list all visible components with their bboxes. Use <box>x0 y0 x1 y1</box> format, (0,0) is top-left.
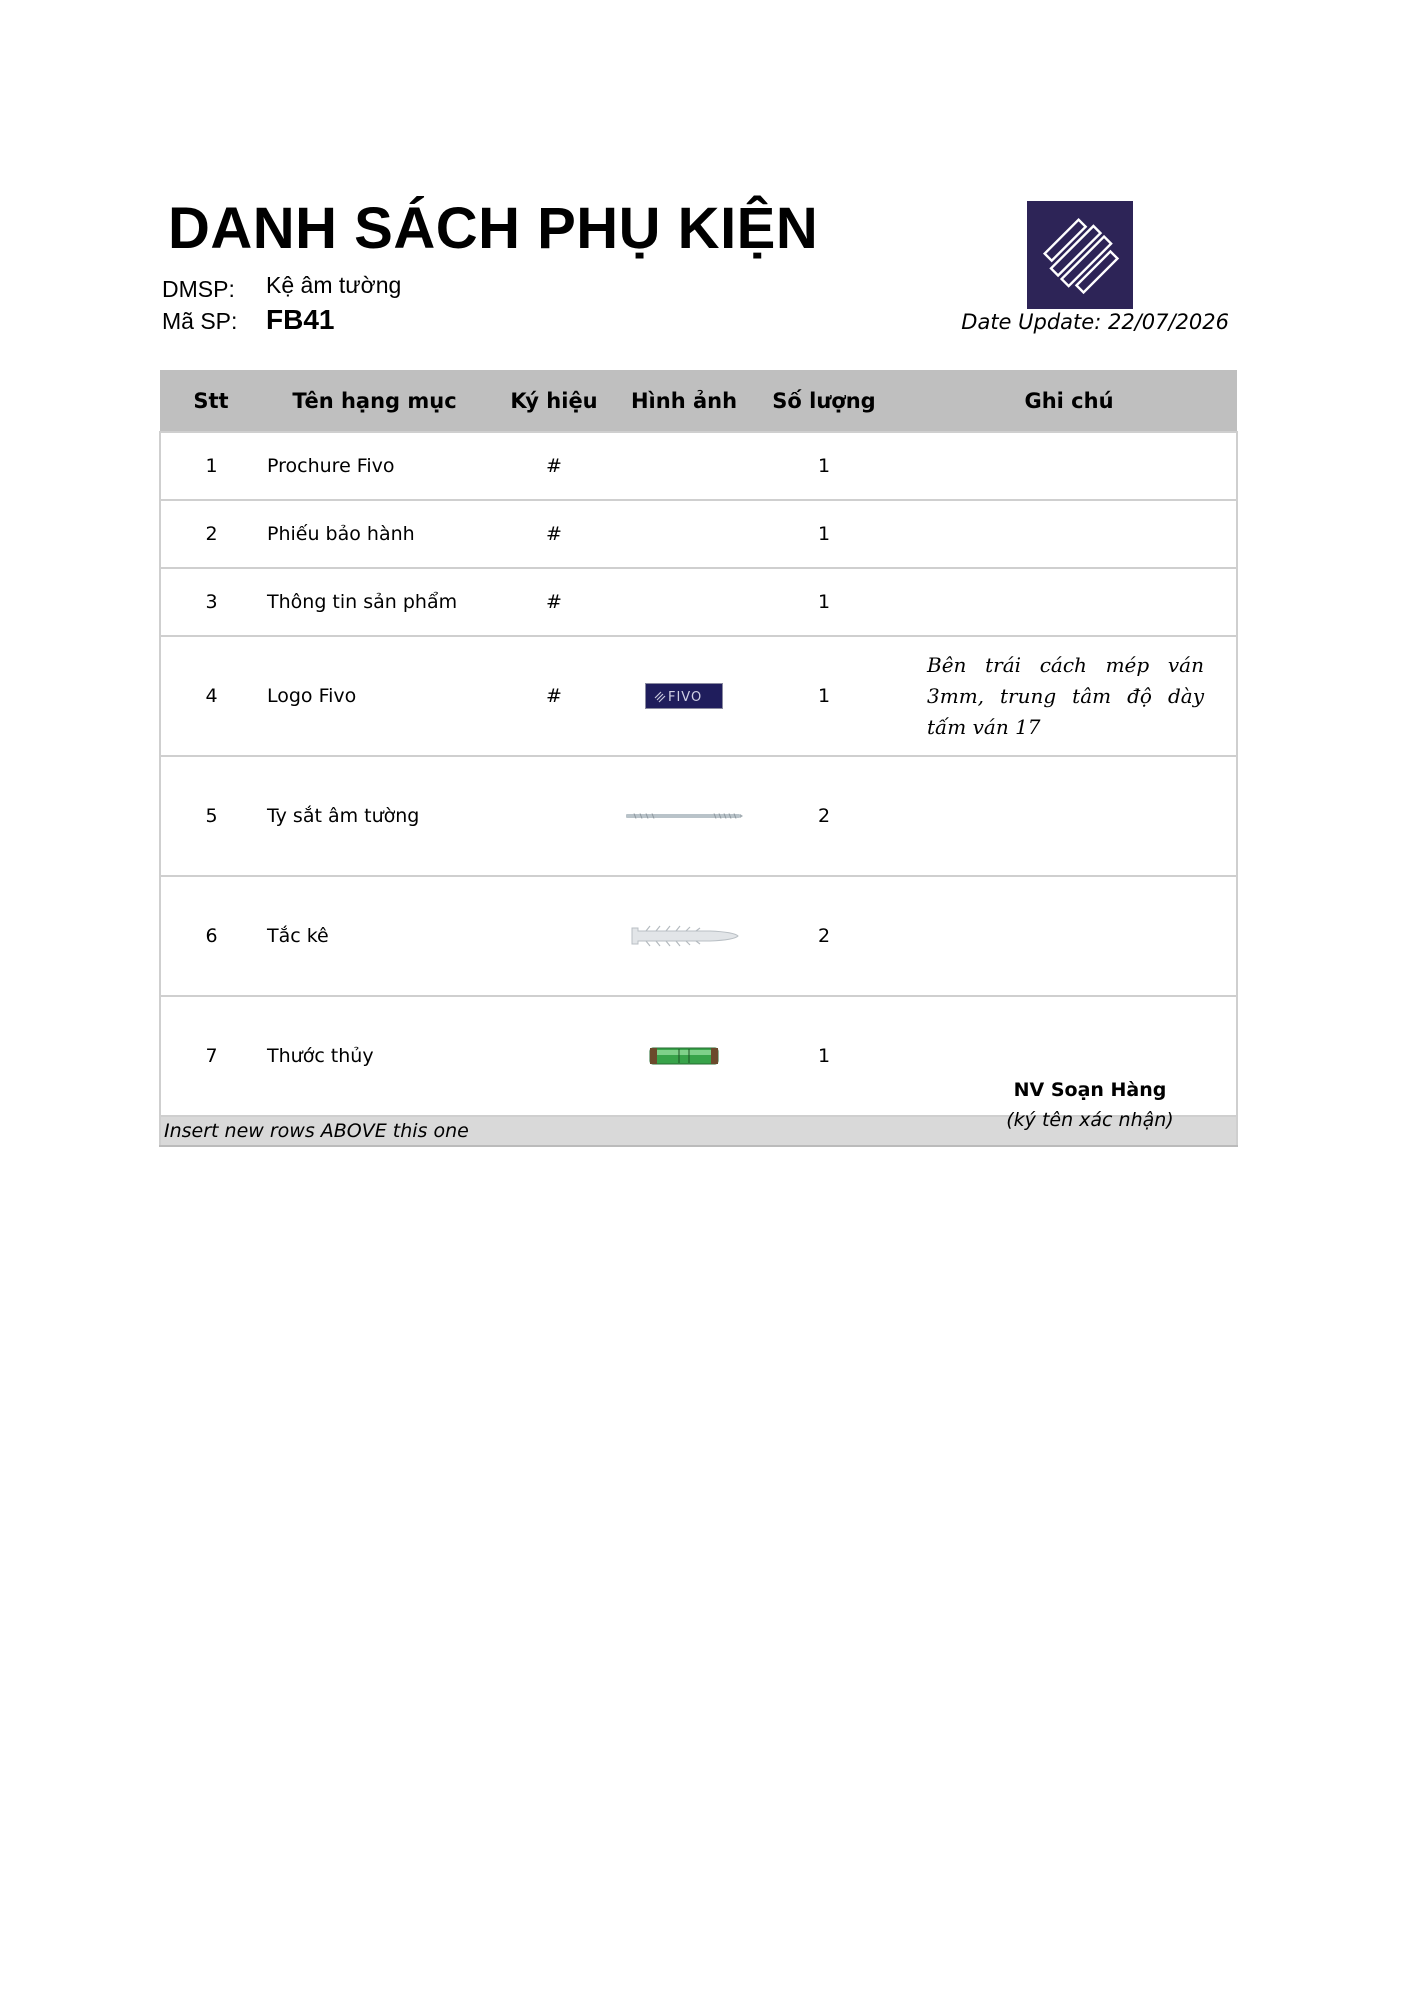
table-header-row <box>160 370 1237 432</box>
cell-note <box>901 432 1237 500</box>
col-header-qty: Số lượng <box>747 370 901 432</box>
cell-qty: 2 <box>747 876 901 996</box>
cell-note: Bên trái cách mép ván 3mm, trung tâm độ dày tấm ván 17 <box>901 636 1237 756</box>
cell-stt: 2 <box>160 500 262 568</box>
cell-stt: 7 <box>160 996 262 1116</box>
table-row <box>160 756 1237 876</box>
cell-stt: 6 <box>160 876 262 996</box>
cell-symbol <box>487 876 621 996</box>
cell-name: Phiếu bảo hành <box>262 500 487 568</box>
cell-note <box>901 876 1237 996</box>
cell-symbol: # <box>487 636 621 756</box>
col-header-note: Ghi chú <box>901 370 1237 432</box>
cell-name: Thông tin sản phẩm <box>262 568 487 636</box>
cell-stt: 5 <box>160 756 262 876</box>
cell-qty: 1 <box>747 996 901 1116</box>
fivo-plate-text: FIVO <box>668 690 703 705</box>
cell-name: Thước thủy <box>262 996 487 1116</box>
cell-symbol: # <box>487 500 621 568</box>
col-header-name: Tên hạng mục <box>262 370 487 432</box>
ma-sp-label: Mã SP: <box>162 308 238 334</box>
table-row <box>160 876 1237 996</box>
spirit-level-icon <box>649 1045 719 1067</box>
cell-image <box>621 996 747 1116</box>
table-row <box>160 568 1237 636</box>
cell-note <box>901 568 1237 636</box>
wall-plug-icon <box>628 922 740 950</box>
signature-block <box>1000 1075 1180 1135</box>
col-header-stt: Stt <box>160 370 262 432</box>
cell-qty: 1 <box>747 432 901 500</box>
dmsp-value: Kệ âm tường <box>266 272 402 298</box>
insert-rows-note: Insert new rows ABOVE this one <box>160 1116 1237 1146</box>
cell-name: Tắc kê <box>262 876 487 996</box>
table-row <box>160 500 1237 568</box>
fivo-logo-plate-icon <box>645 683 723 709</box>
signer-title: NV Soạn Hàng <box>1013 1079 1167 1101</box>
cell-note <box>901 500 1237 568</box>
cell-qty: 2 <box>747 756 901 876</box>
dmsp-label: DMSP: <box>162 276 235 302</box>
cell-image <box>621 756 747 876</box>
steel-rod-icon <box>624 810 744 822</box>
cell-name: Prochure Fivo <box>262 432 487 500</box>
cell-symbol: # <box>487 568 621 636</box>
cell-symbol <box>487 996 621 1116</box>
date-update: Date Update: 22/07/2026 <box>961 310 1229 334</box>
cell-name: Logo Fivo <box>262 636 487 756</box>
brand-logo-icon <box>1027 201 1133 309</box>
col-header-symbol: Ký hiệu <box>487 370 621 432</box>
cell-stt: 4 <box>160 636 262 756</box>
col-header-image: Hình ảnh <box>621 370 747 432</box>
cell-symbol <box>487 756 621 876</box>
cell-image <box>621 500 747 568</box>
cell-name: Ty sắt âm tường <box>262 756 487 876</box>
cell-qty: 1 <box>747 636 901 756</box>
table-row <box>160 432 1237 500</box>
ma-sp-value: FB41 <box>266 304 335 335</box>
cell-image <box>621 876 747 996</box>
page-title: DANH SÁCH PHỤ KIỆN <box>168 196 819 261</box>
cell-image <box>621 432 747 500</box>
accessory-table <box>159 370 1238 1147</box>
cell-stt: 1 <box>160 432 262 500</box>
signer-instruction: (ký tên xác nhận) <box>1006 1109 1174 1131</box>
cell-image <box>621 636 747 756</box>
cell-qty: 1 <box>747 500 901 568</box>
table-row <box>160 636 1237 756</box>
cell-image <box>621 568 747 636</box>
cell-note <box>901 756 1237 876</box>
cell-qty: 1 <box>747 568 901 636</box>
cell-symbol: # <box>487 432 621 500</box>
cell-stt: 3 <box>160 568 262 636</box>
